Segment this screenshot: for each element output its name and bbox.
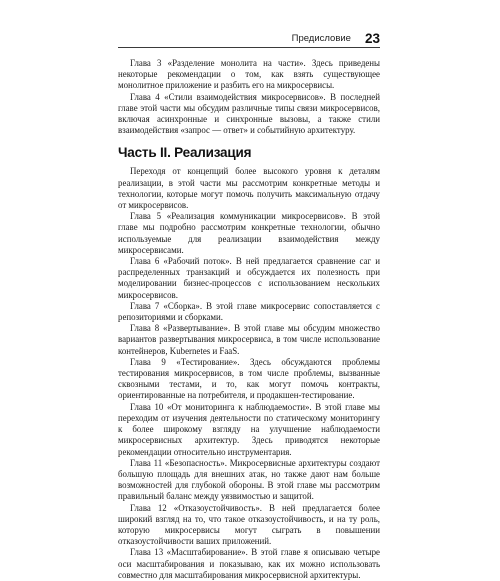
paragraph-chapter-5: Глава 5 «Реализация коммуникации микросервисов». В этой главе мы подробно рассмотрим конкретные технологии, обычно используемые для реализации взаимодействия между микросервисами.: [118, 211, 380, 255]
page-body: [118, 58, 380, 581]
paragraph-part-intro: Переходя от концепций более высокого уровня к деталям реализации, в этой части мы рассмотрим конкретные методы и технологии, которые могут помочь получить максимальную отдачу от микросервисов.: [118, 166, 380, 211]
paragraph-chapter-13: Глава 13 «Масштабирование». В этой главе я описываю четыре оси масштабирования и показываю, как их можно использовать совместно для масштабирования микросервисной архитектуры.: [118, 547, 380, 580]
paragraph-chapter-7: Глава 7 «Сборка». В этой главе микросервис сопоставляется с репозиториями и сборками.: [118, 300, 380, 323]
paragraph-chapter-4: Глава 4 «Стили взаимодействия микросервисов». В последней главе этой части мы обсудим различные типы связи микросервисов, включая асинхронные и синхронные вызовы, а также стили взаимодействия «запрос — ответ» и событийную архитектуру.: [118, 91, 380, 136]
paragraph-chapter-12: Глава 12 «Отказоустойчивость». В ней предлагается более широкий взгляд на то, что такое отказоустойчивость, и на ту роль, которую микросервисы могут сыграть в повышении отказоустойчивости ваших приложений.: [118, 502, 380, 547]
paragraph-chapter-3: Глава 3 «Разделение монолита на части». Здесь приведены некоторые рекомендации о том, как взять существующее монолитное приложение и разбить его на микросервисы.: [118, 58, 380, 91]
paragraph-chapter-6: Глава 6 «Рабочий поток». В ней предлагается сравнение саг и распределенных транзакций и обсуждается их полезность при моделировании бизнес-процессов с использованием нескольких микросервисов.: [118, 256, 380, 300]
part-heading: Часть II. Реализация: [118, 145, 252, 161]
paragraph-chapter-10: Глава 10 «От мониторинга к наблюдаемости». В этой главе мы переходим от изучения деятельности по статическому мониторингу к более широкому взгляду на улучшение наблюдаемости микросервисных архитектур. Здесь приводятся некоторые рекомендации относительно инструментария.: [118, 401, 380, 457]
paragraph-chapter-11: Глава 11 «Безопасность». Микросервисные архитектуры создают большую площадь для внешних атак, но также дают нам больше возможностей для глубокой обороны. В этой главе мы рассмотрим правильный баланс между уязвимостью и защитой.: [118, 457, 380, 502]
page-header: [118, 29, 380, 47]
header-rule: [118, 47, 380, 48]
page-number: 23: [364, 30, 380, 46]
paragraph-chapter-8: Глава 8 «Развертывание». В этой главе мы обсудим множество вариантов развертывания микросервиса, в том числе использование контейнеров, Kubernetes и FaaS.: [118, 323, 380, 356]
running-title: Предисловие: [291, 32, 351, 44]
paragraph-chapter-9: Глава 9 «Тестирование». Здесь обсуждаются проблемы тестирования микросервисов, в том числе проблемы, вызванные сквозными тестами, и то, как могут помочь контракты, ориентированные на потребителя, и продакшен-тестирование.: [118, 356, 380, 401]
